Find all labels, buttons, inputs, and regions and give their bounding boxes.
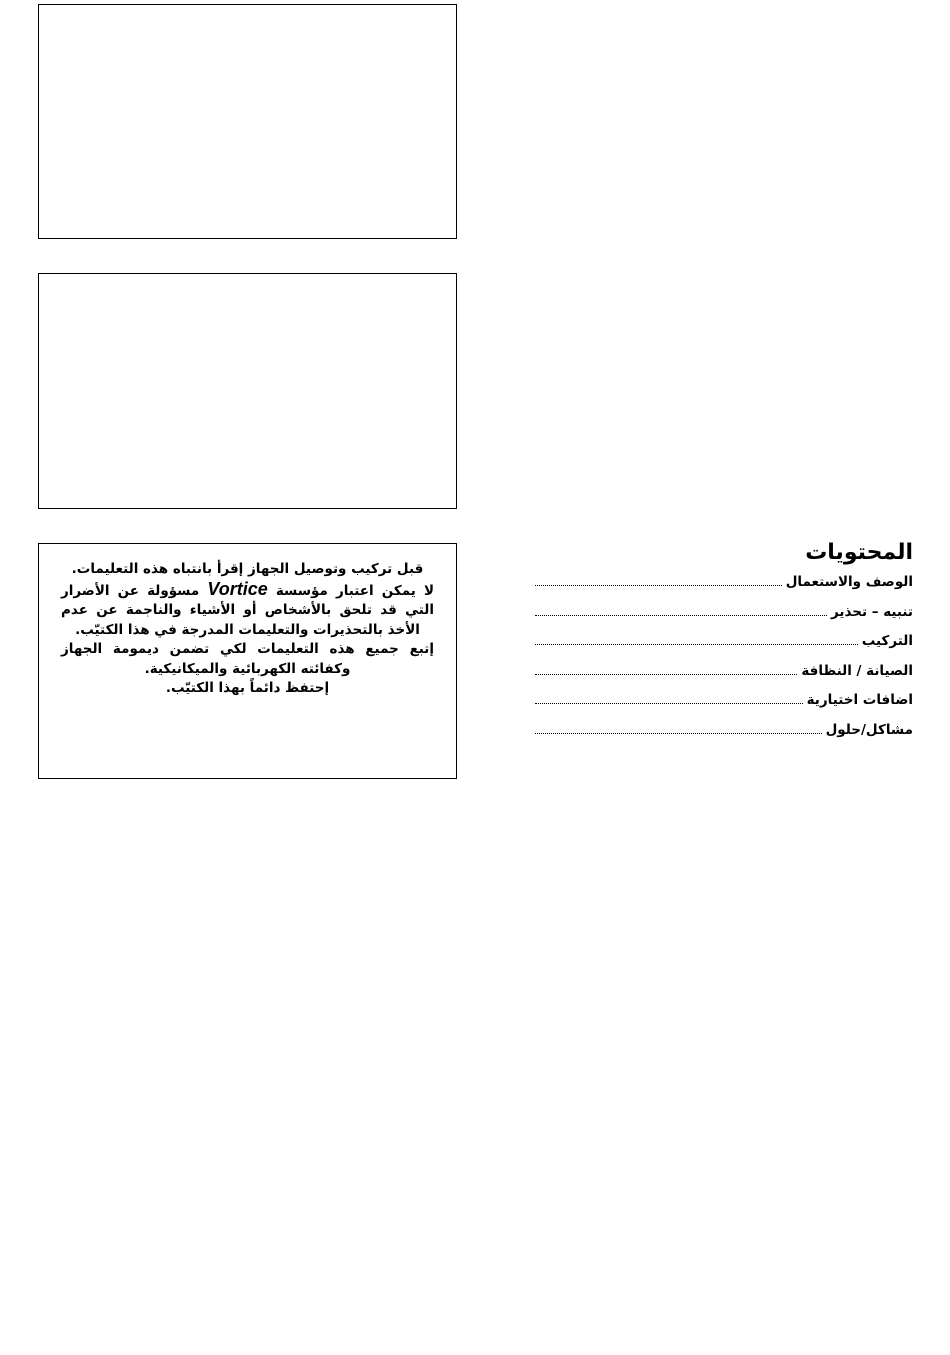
- toc-item-label: اضافات اختيارية: [806, 692, 913, 708]
- toc-item-label: الصيانة / النظافة: [801, 662, 913, 679]
- safety-notice-box: [38, 543, 457, 779]
- toc-item-troubleshooting: [535, 722, 913, 752]
- toc-item-label: الوصف والاستعمال: [785, 574, 913, 590]
- toc-item-installation: [535, 633, 913, 663]
- toc-dot-leader: [535, 702, 803, 704]
- notice-follow-instructions: إتبع جميع هذه التعليمات لكي تضمن ديمومة الجهاز وكفائته الكهربائية والميكانيكية.: [61, 641, 434, 677]
- toc-dot-leader: [535, 673, 797, 675]
- toc-item-label: التركيب: [861, 633, 913, 649]
- toc-item-description: [535, 574, 913, 604]
- toc-dot-leader: [535, 584, 782, 586]
- blank-frame-top: [38, 4, 457, 239]
- notice-liability-after: مسؤولة عن الأضرار التي قد تلحق بالأشخاص أو الأشياء والناجمة عن عدم الأخذ بالتحذيرات والتعليمات المدرجة في هذا الكتيّب.: [61, 582, 434, 638]
- blank-frame-middle: [38, 273, 457, 509]
- notice-keep-booklet: إحتفظ دائماً بهذا الكتيّب.: [165, 680, 330, 696]
- table-of-contents: [535, 538, 913, 751]
- toc-title: المحتويات: [805, 540, 913, 565]
- toc-item-label: مشاكل/حلول: [825, 721, 913, 738]
- notice-liability-before: لا يمكن اعتبار مؤسسة: [275, 582, 434, 599]
- toc-dot-leader: [535, 732, 822, 734]
- notice-read-instructions: قبل تركيب وتوصيل الجهاز إقرأ بانتباه هذه التعليمات.: [71, 561, 424, 577]
- toc-item-maintenance: [535, 663, 913, 693]
- toc-dot-leader: [535, 614, 827, 616]
- toc-item-label: تنبيه – تحذير: [830, 603, 913, 620]
- toc-item-accessories: [535, 692, 913, 722]
- toc-dot-leader: [535, 643, 858, 645]
- notice-liability: [61, 580, 434, 641]
- toc-item-warning: [535, 604, 913, 634]
- brand-name: Vortice: [207, 578, 268, 599]
